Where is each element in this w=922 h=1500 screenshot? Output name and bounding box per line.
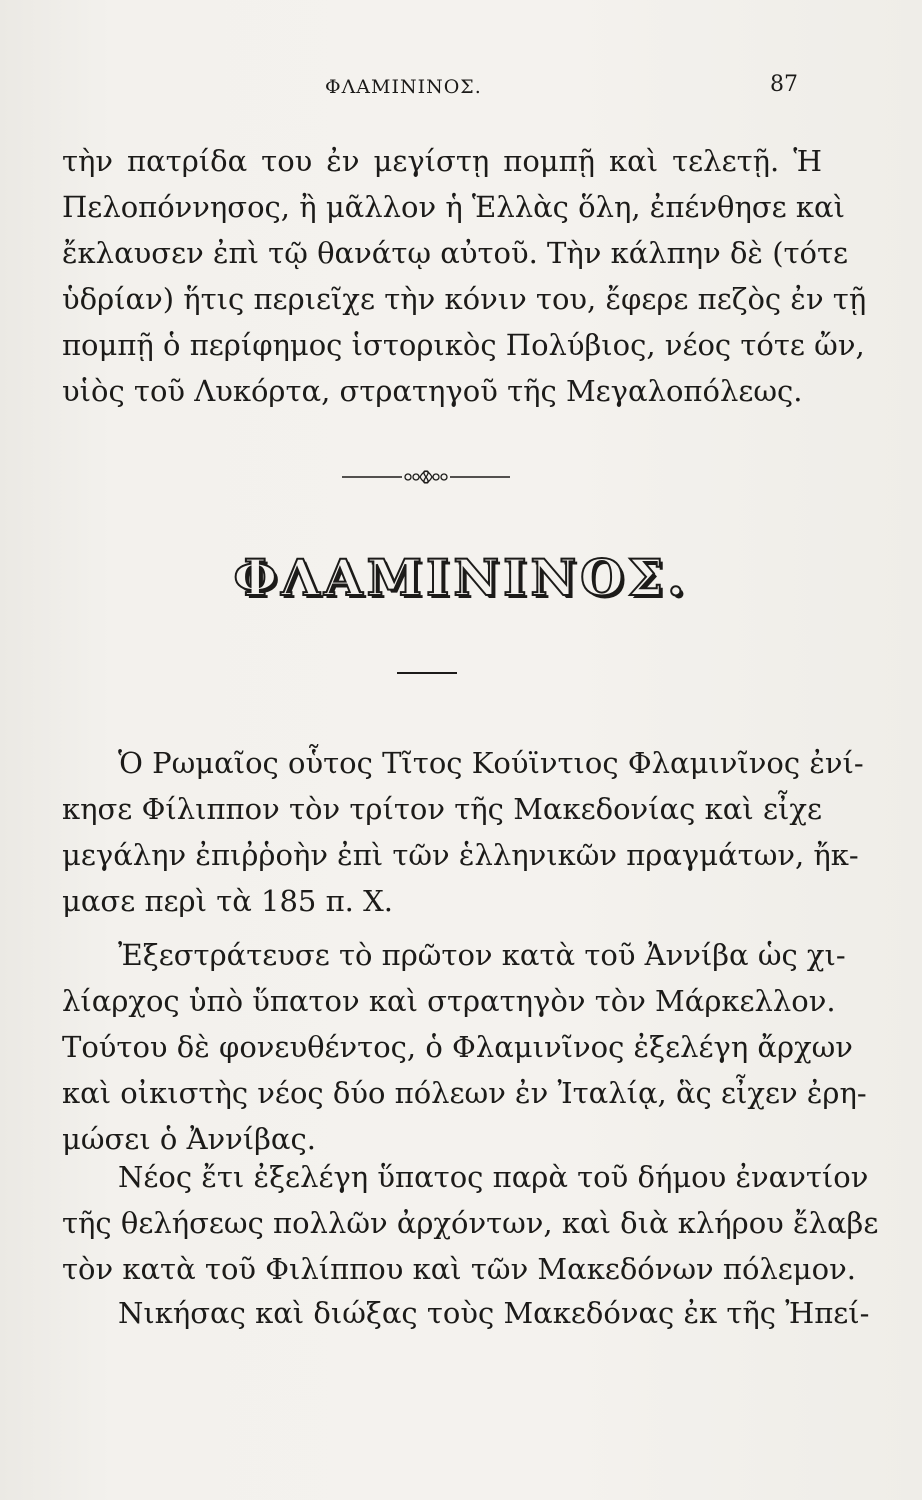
- text-line: ὑδρίαν) ἥτις περιεῖχε τὴν κόνιν του, ἔφερε πεζὸς ἐν τῇ: [62, 282, 867, 316]
- text-line: καὶ οἰκιστὴς νέος δύο πόλεων ἐν Ἰταλίᾳ, ἃς εἶχεν ἐρη-: [62, 1076, 867, 1110]
- ornament-divider: [342, 466, 510, 488]
- text-line: Νικήσας καὶ διώξας τοὺς Μακεδόνας ἐκ τῆς Ἠπεί-: [118, 1296, 870, 1330]
- paragraph: [62, 740, 864, 924]
- text-line: Νέος ἔτι ἐξελέγη ὕπατος παρὰ τοῦ δήμου ἐναντίον: [118, 1160, 869, 1194]
- text-line: πομπῇ ὁ περίφημος ἱστορικὸς Πολύβιος, νέος τότε ὤν,: [62, 328, 865, 362]
- text-line: τὸν κατὰ τοῦ Φιλίππου καὶ τῶν Μακεδόνων πόλεμον.: [62, 1252, 856, 1286]
- section-title: ΦΛΑΜΙΝΙΝΟΣ.: [233, 548, 689, 607]
- title-rule: [397, 672, 457, 674]
- text-line: μεγάλην ἐπιῤῥοὴν ἐπὶ τῶν ἑλληνικῶν πραγμάτων, ἤκ-: [62, 838, 859, 872]
- text-line: υἱὸς τοῦ Λυκόρτα, στρατηγοῦ τῆς Μεγαλοπόλεως.: [62, 374, 803, 408]
- page-number: 87: [770, 72, 798, 97]
- text-line: ἔκλαυσεν ἐπὶ τῷ θανάτῳ αὐτοῦ. Τὴν κάλπην δὲ (τότε: [62, 236, 849, 270]
- text-line: Ἐξεστράτευσε τὸ πρῶτον κατὰ τοῦ Ἀννίβα ὡς χι-: [118, 938, 846, 972]
- paragraph: [62, 1290, 870, 1336]
- text-line: Τούτου δὲ φονευθέντος, ὁ Φλαμινῖνος ἐξελέγη ἄρχων: [62, 1030, 853, 1064]
- paragraph-continued: [62, 138, 867, 414]
- text-line: τὴν πατρίδα του ἐν μεγίστῃ πομπῇ καὶ τελετῇ. Ἡ: [62, 144, 822, 178]
- text-line: Πελοπόννησος, ἢ μᾶλλον ἡ Ἑλλὰς ὅλη, ἐπένθησε καὶ: [62, 190, 845, 224]
- paragraph: [62, 932, 867, 1162]
- text-line: μασε περὶ τὰ 185 π. Χ.: [62, 884, 393, 918]
- running-head: [0, 72, 922, 102]
- text-line: Ὁ Ρωμαῖος οὗτος Τῖτος Κούϊντιος Φλαμινῖνος ἐνί-: [118, 746, 864, 780]
- text-line: κησε Φίλιππον τὸν τρίτον τῆς Μακεδονίας καὶ εἶχε: [62, 792, 822, 826]
- running-title: ΦΛΑΜΙΝΙΝΟΣ.: [325, 76, 482, 98]
- text-line: λίαρχος ὑπὸ ὕπατον καὶ στρατηγὸν τὸν Μάρκελλον.: [62, 984, 836, 1018]
- text-line: τῆς θελήσεως πολλῶν ἀρχόντων, καὶ διὰ κλήρου ἔλαβε: [62, 1206, 879, 1240]
- text-line: μώσει ὁ Ἀννίβας.: [62, 1122, 316, 1156]
- paragraph: [62, 1154, 879, 1292]
